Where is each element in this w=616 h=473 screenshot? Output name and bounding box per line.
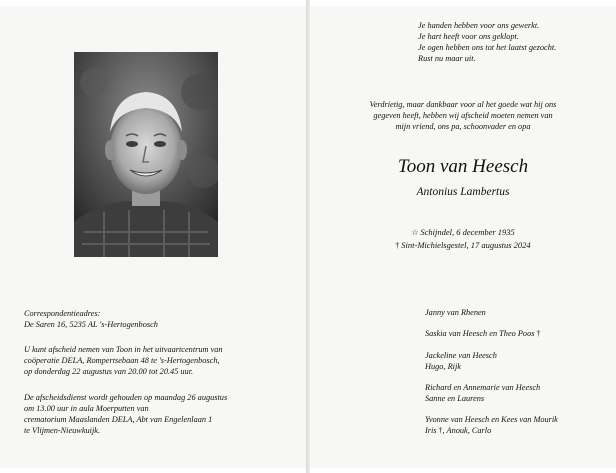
family-line-5a: Yvonne van Heesch en Kees van Mourik: [425, 415, 558, 424]
family-line-3a: Jackeline van Heesch: [425, 351, 497, 360]
service-line-4: te Vlijmen-Nieuwkuijk.: [24, 426, 101, 435]
poem-line-2: Je hart heeft voor ons geklopt.: [418, 32, 519, 41]
farewell-line-2: coöperatie DELA, Rompertsebaan 48 te 's-Hertogenbosch,: [24, 356, 220, 365]
family-line-5b: [425, 425, 491, 436]
correspondence-address: De Saren 16, 5235 AL 's-Hertogenbosch: [24, 320, 158, 329]
family-line-4b: Sanne en Laurens: [425, 394, 485, 403]
family-line-2: [425, 328, 540, 339]
poem-line-3: Je ogen hebben ons tot het laatst gezocht.: [418, 43, 557, 52]
family-line-5b-rest: , Anouk, Carlo: [442, 426, 492, 435]
service-line-3: crematorium Maaslanden DELA, Abt van Engelenlaan 1: [24, 415, 213, 424]
death-text: Sint-Michielsgestel, 17 augustus 2024: [401, 240, 531, 250]
cross-icon: †: [536, 329, 541, 338]
deceased-full-name: Antonius Lambertus: [416, 186, 510, 198]
family-line-3b: Hugo, Rijk: [425, 362, 461, 371]
family-line-2-text: Saskia van Heesch en Theo Poos: [425, 329, 535, 338]
deceased-name: Toon van Heesch: [397, 156, 529, 177]
family-line-4a: Richard en Annemarie van Heesch: [425, 383, 541, 392]
cross-icon: †: [438, 426, 443, 435]
intro-line-3: mijn vriend, ons pa, schoonvader en opa: [395, 122, 531, 131]
cross-icon: †: [395, 241, 400, 250]
star-icon: ☆: [411, 228, 419, 237]
farewell-line-3: op donderdag 22 augustus van 20.00 tot 20.45 uur.: [24, 367, 194, 376]
family-line-5b-name: Iris: [425, 426, 437, 435]
intro-line-2: gegeven heeft, hebben wij afscheid moeten nemen van: [373, 111, 553, 120]
death-date: [310, 240, 616, 251]
poem-line-4: Rust nu maar uit.: [418, 54, 476, 63]
birth-text: Schijndel, 6 december 1935: [420, 227, 515, 237]
poem-line-1: Je handen hebben voor ons gewerkt.: [418, 21, 540, 30]
family-line-1: Janny van Rhenen: [425, 308, 486, 317]
birth-date: [310, 227, 616, 238]
portrait-photo: [74, 52, 218, 257]
service-line-1: De afscheidsdienst wordt gehouden op maandag 26 augustus: [24, 393, 228, 402]
farewell-line-1: U kunt afscheid nemen van Toon in het uitvaartcentrum van: [24, 345, 223, 354]
intro-line-1: Verdrietig, maar dankbaar voor al het goede wat hij ons: [369, 100, 557, 109]
correspondence-label: Correspondentieadres:: [24, 309, 101, 318]
service-line-2: om 13.00 uur in aula Moerputten van: [24, 404, 149, 413]
